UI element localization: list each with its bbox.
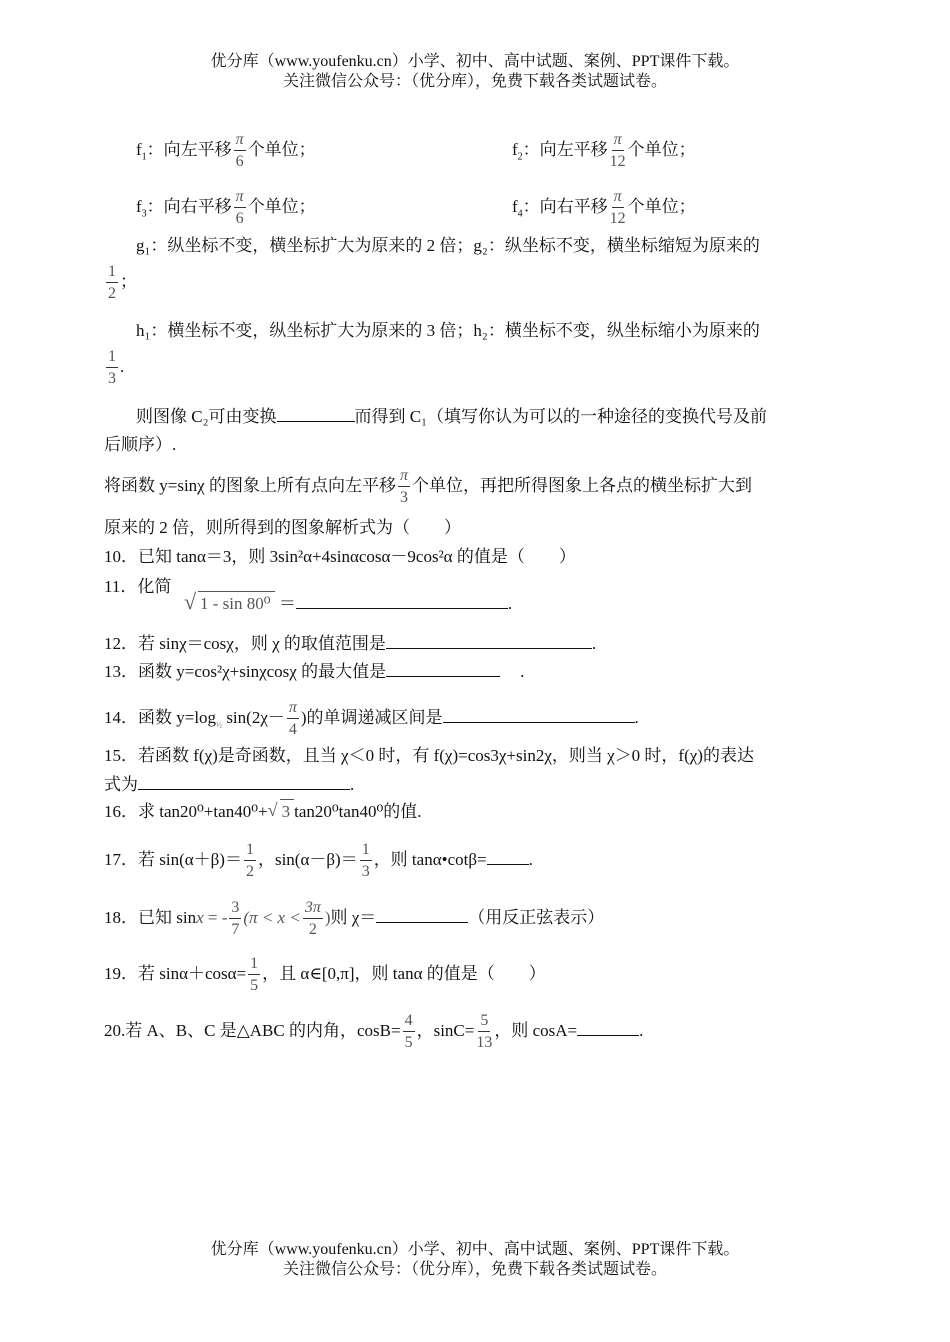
answer-blank[interactable] [376, 906, 468, 923]
header-line-2: 关注微信公众号：（优分库），免费下载各类试题试卷。 [282, 73, 667, 90]
answer-blank[interactable] [386, 660, 500, 677]
footer-line-1: 优分库（www.youfenku.cn）小学、初中、高中试题、案例、PPT课件下载。 [210, 1241, 740, 1258]
question-16: 16．求 tan20⁰+tan40⁰+ √ 3 tan20⁰tan40⁰的值. [104, 800, 422, 821]
transform-g-fraction: $\frac{1}{2}$ ； [108, 263, 137, 302]
question-11: 11．化简 [104, 577, 172, 596]
answer-blank[interactable] [277, 405, 355, 422]
sqrt-symbol: √ 3 [268, 801, 295, 823]
question-18: 18．已知 sinx = - $\frac{3}{7}$ (π < x < $\frac{3\pi}{2}$ )则 χ＝ （用反正弦表示） [104, 899, 605, 938]
transform-f4: $f_4$：向右平移 $\frac{\pi}{12}$ 个单位； [512, 188, 696, 227]
transform-f3: $f_3$：向右平移 $\frac{\pi}{6}$ 个单位； [136, 188, 316, 227]
header-line-1: 优分库（www.youfenku.cn）小学、初中、高中试题、案例、PPT课件下载。 [210, 53, 740, 70]
question-14: 14．函数 $y=\log_{\frac{1}{2}}$ sin(2χ－ $\frac{\pi}{4}$ )的单调递减区间是 . [104, 699, 639, 738]
question-shift: 将函数 y=sinχ 的图象上所有点向左平移 $\frac{\pi}{3}$ 个单位，再把所得图象上各点的横坐标扩大到 [104, 467, 752, 506]
question-shift-cont: 原来的 2 倍，则所得到的图象解析式为（ ） [104, 518, 461, 537]
transform-question-cont: 后顺序）. [104, 435, 177, 454]
footer-line-2: 关注微信公众号：（优分库），免费下载各类试题试卷。 [282, 1261, 667, 1278]
question-10: 10．已知 tanα＝3，则 3sin²α+4sinαcosα－9cos²α 的值是（ ） [104, 547, 576, 566]
question-12: 12．若 sinχ＝cosχ，则 χ 的取值范围是 . [104, 634, 597, 653]
answer-blank[interactable] [386, 632, 592, 649]
transform-f1: $f_1$：向左平移 $\frac{\pi}{6}$ 个单位； [136, 131, 316, 170]
sqrt-symbol: √ 1 - sin 80⁰ [184, 593, 275, 615]
question-15-cont: 式为 . [104, 775, 355, 794]
question-17: 17．若 sin(α＋β)＝ $\frac{1}{2}$ ，sin(α－β)＝ $\frac{1}{3}$ ，则 tanα•cotβ= . [104, 841, 533, 880]
transform-h-line: h₁：横坐标不变，纵坐标扩大为原来的 3 倍；h₂：横坐标不变，纵坐标缩小为原来的 [136, 321, 760, 340]
transform-g-line: g₁：纵坐标不变，横坐标扩大为原来的 2 倍；g₂：纵坐标不变，横坐标缩短为原来的 [136, 236, 760, 255]
answer-blank[interactable] [443, 706, 635, 723]
answer-blank[interactable] [577, 1019, 639, 1036]
question-11-expr: √ 1 - sin 80⁰ ＝ . [184, 589, 513, 614]
question-15: 15．若函数 f(χ)是奇函数，且当 χ＜0 时，有 f(χ)=cos3χ+sin2χ，则当 χ＞0 时，f(χ)的表达 [104, 746, 754, 765]
question-13: 13．函数 y=cos²χ+sinχcosχ 的最大值是 . [104, 662, 525, 681]
answer-blank[interactable] [487, 848, 529, 865]
question-19: 19．若 sinα＋cosα= $\frac{1}{5}$ ，且 α∈[0,π]，则 tanα 的值是（ ） [104, 955, 546, 994]
answer-blank[interactable] [296, 592, 508, 609]
transform-f2: $f_2$：向左平移 $\frac{\pi}{12}$ 个单位； [512, 131, 696, 170]
transform-h-fraction: $\frac{1}{3}$ . [108, 348, 125, 387]
question-20: 20.若 A、B、C 是△ABC 的内角，cosB= $\frac{4}{5}$ ，sinC= $\frac{5}{13}$ ，则 cosA= . [104, 1012, 644, 1051]
transform-question: 则图像 C₂可由变换 而得到 C₁（填写你认为可以的一种途径的变换代号及前 [136, 407, 768, 426]
answer-blank[interactable] [138, 773, 350, 790]
